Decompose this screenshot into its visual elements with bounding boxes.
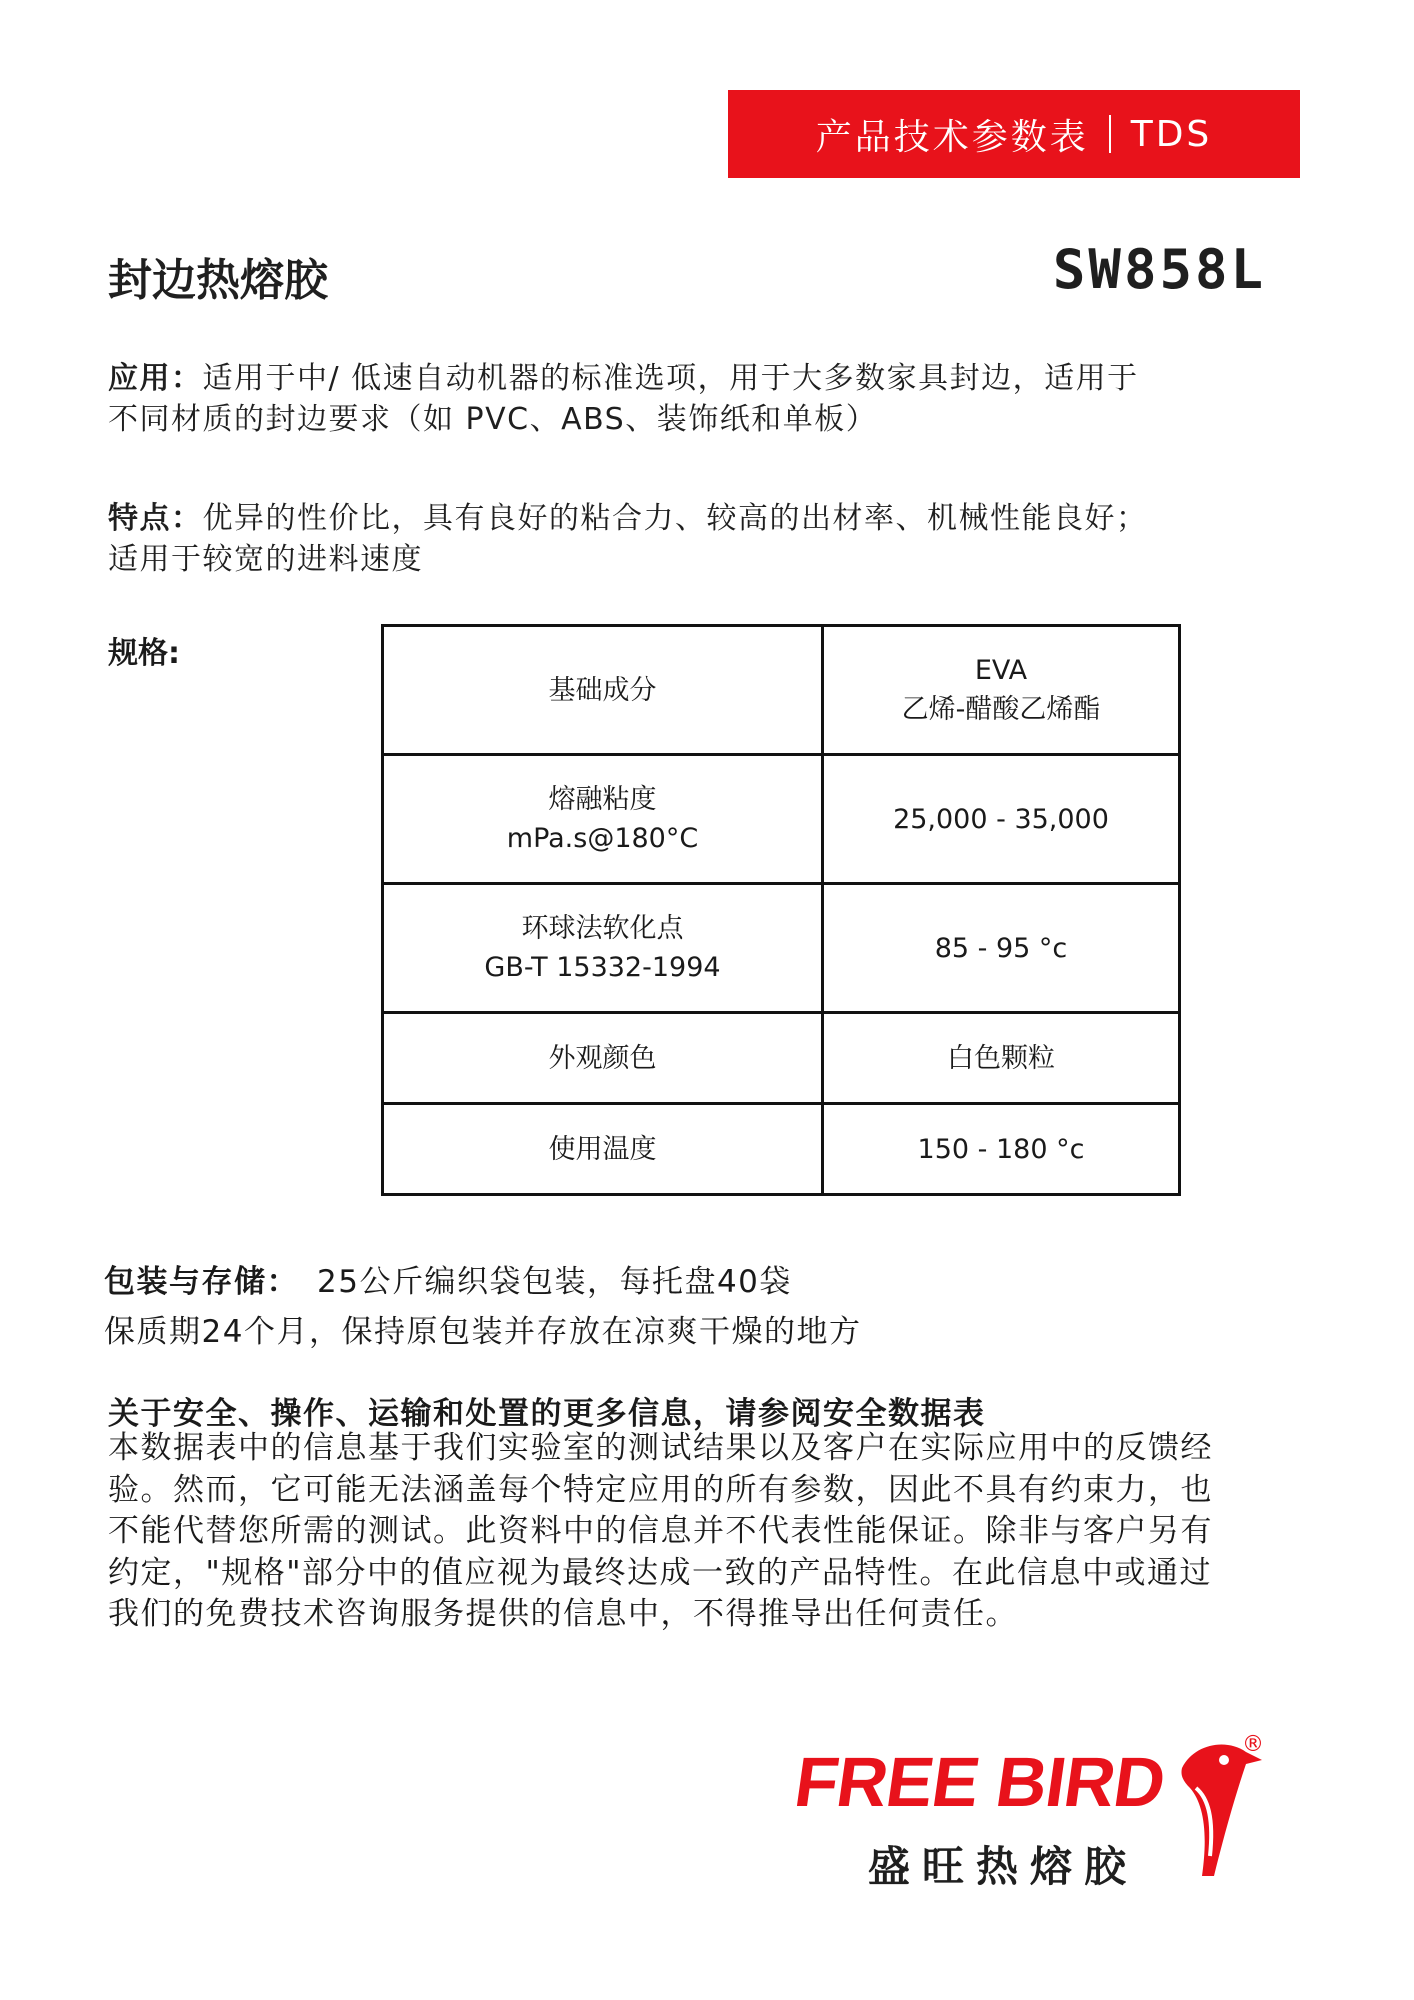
packaging-text-1: 25公斤编织袋包装，每托盘40袋	[317, 1264, 792, 1300]
safety-line: 本数据表中的信息基于我们实验室的测试结果以及客户在实际应用中的反馈经	[108, 1430, 1213, 1466]
spec-name-cell	[383, 626, 823, 755]
features-section	[108, 498, 1308, 580]
application-label: 应用：	[108, 361, 203, 396]
spec-name-sub: mPa.s@180°C	[506, 823, 699, 854]
spec-value-cell	[823, 1013, 1180, 1104]
packaging-line-1	[104, 1256, 792, 1301]
spec-name-cell	[383, 1104, 823, 1195]
safety-line: 验。然而，它可能无法涵盖每个特定应用的所有参数，因此不具有约束力，也	[108, 1471, 1213, 1508]
table-row	[383, 1013, 1180, 1104]
spec-name: 外观颜色	[548, 1042, 657, 1074]
spec-value: EVA	[974, 655, 1028, 686]
spec-name-sub: GB-T 15332-1994	[484, 952, 721, 983]
spec-value-cell	[823, 626, 1180, 755]
product-code: SW858L	[1052, 238, 1266, 301]
spec-value-sub: 乙烯-醋酸乙烯酯	[901, 694, 1101, 725]
registered-mark: ®	[1242, 1732, 1264, 1757]
packaging-line-2: 保质期24个月，保持原包装并存放在凉爽干燥的地方	[104, 1314, 862, 1350]
banner-tag: TDS	[1130, 113, 1213, 155]
spec-value: 白色颗粒	[947, 1042, 1055, 1074]
safety-title: 关于安全、操作、运输和处置的更多信息，请参阅安全数据表	[108, 1396, 986, 1432]
spec-name: 环球法软化点	[521, 913, 684, 944]
table-row	[383, 884, 1180, 1013]
safety-line: 约定，"规格"部分中的值应视为最终达成一致的产品特性。在此信息中或通过	[108, 1554, 1213, 1591]
banner-title: 产品技术参数表	[815, 116, 1089, 158]
spec-table	[381, 624, 1181, 1196]
table-row	[383, 755, 1180, 884]
table-row	[383, 1104, 1180, 1195]
safety-body	[108, 1428, 1308, 1636]
features-label: 特点：	[108, 501, 203, 536]
free-bird-logo	[790, 1732, 1270, 1891]
product-name: 封边热熔胶	[108, 255, 328, 306]
banner-divider	[1109, 115, 1111, 153]
spec-name: 基础成分	[548, 674, 657, 706]
table-row	[383, 626, 1180, 755]
logo-chinese-text: 盛旺热熔胶	[868, 1842, 1139, 1891]
safety-line: 我们的免费技术咨询服务提供的信息中，不得推导出任何责任。	[108, 1596, 1018, 1632]
spec-name: 使用温度	[548, 1133, 657, 1165]
bird-icon	[1174, 1738, 1264, 1878]
application-line-1: 适用于中/ 低速自动机器的标准选项，用于大多数家具封边，适用于	[202, 361, 1139, 396]
spec-label: 规格:	[108, 636, 180, 671]
spec-name-cell	[383, 884, 823, 1013]
logo-english-text: FREE BIRD	[790, 1743, 1170, 1821]
spec-value: 85 - 95 °c	[934, 932, 1068, 964]
spec-name-cell	[383, 755, 823, 884]
spec-name: 熔融粘度	[548, 784, 657, 815]
packaging-label: 包装与存储：	[104, 1264, 299, 1300]
features-line-1: 优异的性价比，具有良好的粘合力、较高的出材率、机械性能良好；	[202, 501, 1148, 536]
spec-value: 150 - 180 °c	[917, 1133, 1085, 1165]
application-section	[108, 358, 1308, 440]
spec-value-cell	[823, 1104, 1180, 1195]
features-line-2: 适用于较宽的进料速度	[108, 542, 423, 577]
spec-value-cell	[823, 884, 1180, 1013]
header-banner	[728, 90, 1300, 178]
spec-value-cell	[823, 755, 1180, 884]
spec-name-cell	[383, 1013, 823, 1104]
spec-value: 25,000 - 35,000	[893, 803, 1109, 835]
safety-line: 不能代替您所需的测试。此资料中的信息并不代表性能保证。除非与客户另有	[108, 1513, 1213, 1549]
application-line-2: 不同材质的封边要求（如 PVC、ABS、装饰纸和单板）	[108, 402, 878, 437]
